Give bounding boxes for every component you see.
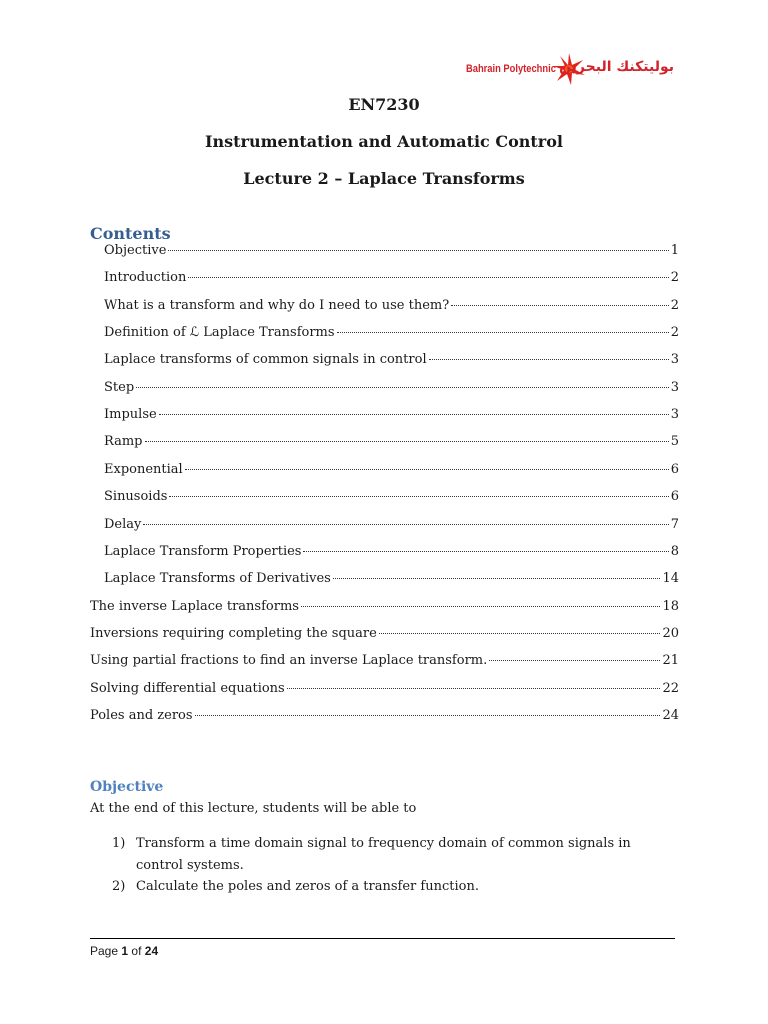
toc-entry[interactable] [104, 462, 679, 488]
toc-entry-label: Poles and zeros [90, 707, 193, 723]
logo-name-en: Bahrain Polytechnic [466, 63, 556, 75]
toc-leader-dots [188, 277, 668, 278]
toc-entry-page: 8 [670, 543, 679, 559]
toc-entry[interactable] [90, 681, 679, 707]
toc-entry-page: 3 [670, 379, 679, 395]
toc-leader-dots [301, 606, 661, 607]
toc-entry[interactable] [104, 434, 679, 460]
toc-entry[interactable] [104, 298, 679, 324]
logo-name-ar: بوليتكنك البحرين [559, 59, 674, 75]
toc-entry-label: Exponential [104, 461, 183, 477]
bahrain-polytechnic-logo [466, 52, 676, 90]
toc-entry-label: Introduction [104, 270, 187, 286]
toc-entry-page: 2 [670, 325, 679, 341]
toc-leader-dots [429, 359, 669, 360]
course-code: EN7230 [348, 95, 420, 114]
toc-entry[interactable] [104, 571, 679, 597]
toc-leader-dots [136, 387, 669, 388]
toc-entry-label: What is a transform and why do I need to use them? [104, 297, 450, 313]
toc-leader-dots [379, 633, 661, 634]
total-pages: 24 [144, 944, 159, 958]
toc-entry-page: 3 [670, 352, 679, 368]
toc-leader-dots [159, 414, 669, 415]
toc-entry[interactable] [104, 380, 679, 406]
toc-leader-dots [489, 660, 660, 661]
toc-entry-label: Objective [104, 243, 167, 258]
toc-entry[interactable] [104, 517, 679, 543]
toc-entry-page: 3 [670, 407, 679, 423]
toc-entry-label: Delay [104, 516, 142, 532]
toc-entry-page: 20 [662, 625, 679, 641]
toc-entry[interactable] [90, 708, 679, 734]
objective-heading: Objective [90, 779, 164, 795]
toc-leader-dots [337, 332, 669, 333]
lecture-title: Lecture 2 – Laplace Transforms [243, 169, 525, 188]
toc-leader-dots [287, 688, 661, 689]
toc-entry-page: 2 [670, 270, 679, 286]
toc-entry[interactable] [104, 270, 679, 296]
toc-entry-label: Sinusoids [104, 489, 168, 505]
contents-heading: Contents [90, 224, 171, 243]
course-title: Instrumentation and Automatic Control [205, 132, 563, 151]
toc-entry[interactable] [104, 352, 679, 378]
toc-entry[interactable] [104, 489, 679, 515]
toc-entry-page: 2 [670, 297, 679, 313]
toc-entry[interactable] [104, 325, 679, 351]
page-label: Page [90, 944, 119, 958]
toc-leader-dots [169, 496, 668, 497]
toc-entry-page: 5 [670, 434, 679, 450]
toc-entry-label: Impulse [104, 407, 157, 423]
toc-entry-page: 22 [662, 680, 679, 696]
toc-leader-dots [143, 524, 668, 525]
toc-entry-label: Definition of ℒ Laplace Transforms [104, 325, 335, 341]
list-item-number: 1) [112, 836, 126, 851]
toc-leader-dots [195, 715, 661, 716]
toc-entry-label: Laplace Transform Properties [104, 543, 302, 559]
toc-leader-dots [451, 305, 669, 306]
toc-entry-label: Inversions requiring completing the square [90, 625, 377, 641]
toc-entry[interactable] [104, 407, 679, 433]
toc-entry-label: The inverse Laplace transforms [90, 598, 299, 614]
toc-entry-page: 14 [662, 571, 679, 587]
toc-entry[interactable] [104, 243, 679, 269]
toc-entry[interactable] [104, 544, 679, 570]
toc-entry-page: 6 [670, 461, 679, 477]
objective-intro: At the end of this lecture, students will be able to [90, 801, 417, 816]
of-label: of [131, 944, 142, 958]
toc-entry-page: 1 [670, 243, 679, 258]
page-number: 1 [121, 944, 129, 958]
toc-entry-label: Ramp [104, 434, 143, 450]
toc-entry-page: 21 [662, 653, 679, 669]
toc-entry-label: Laplace transforms of common signals in control [104, 352, 427, 368]
toc-entry-page: 7 [670, 516, 679, 532]
toc-entry-page: 18 [662, 598, 679, 614]
list-item-text: Transform a time domain signal to frequency domain of common signals in control systems. [136, 836, 631, 873]
toc-leader-dots [303, 551, 668, 552]
toc-entry-page: 24 [662, 707, 679, 723]
toc-entry-label: Solving differential equations [90, 680, 285, 696]
toc-entry-page: 6 [670, 489, 679, 505]
list-item-text: Calculate the poles and zeros of a transfer function. [136, 879, 479, 894]
page-footer [90, 944, 158, 958]
toc-entry[interactable] [90, 653, 679, 679]
toc-entry-label: Step [104, 379, 135, 395]
toc-leader-dots [168, 250, 668, 251]
toc-entry-label: Laplace Transforms of Derivatives [104, 571, 331, 587]
toc-leader-dots [185, 469, 669, 470]
toc-entry[interactable] [90, 626, 679, 652]
list-item-number: 2) [112, 879, 126, 894]
toc-entry-label: Using partial fractions to find an inverse Laplace transform. [90, 653, 488, 669]
toc-leader-dots [145, 441, 669, 442]
toc-entry[interactable] [90, 599, 679, 625]
toc-leader-dots [333, 578, 661, 579]
footer-divider [90, 938, 675, 939]
